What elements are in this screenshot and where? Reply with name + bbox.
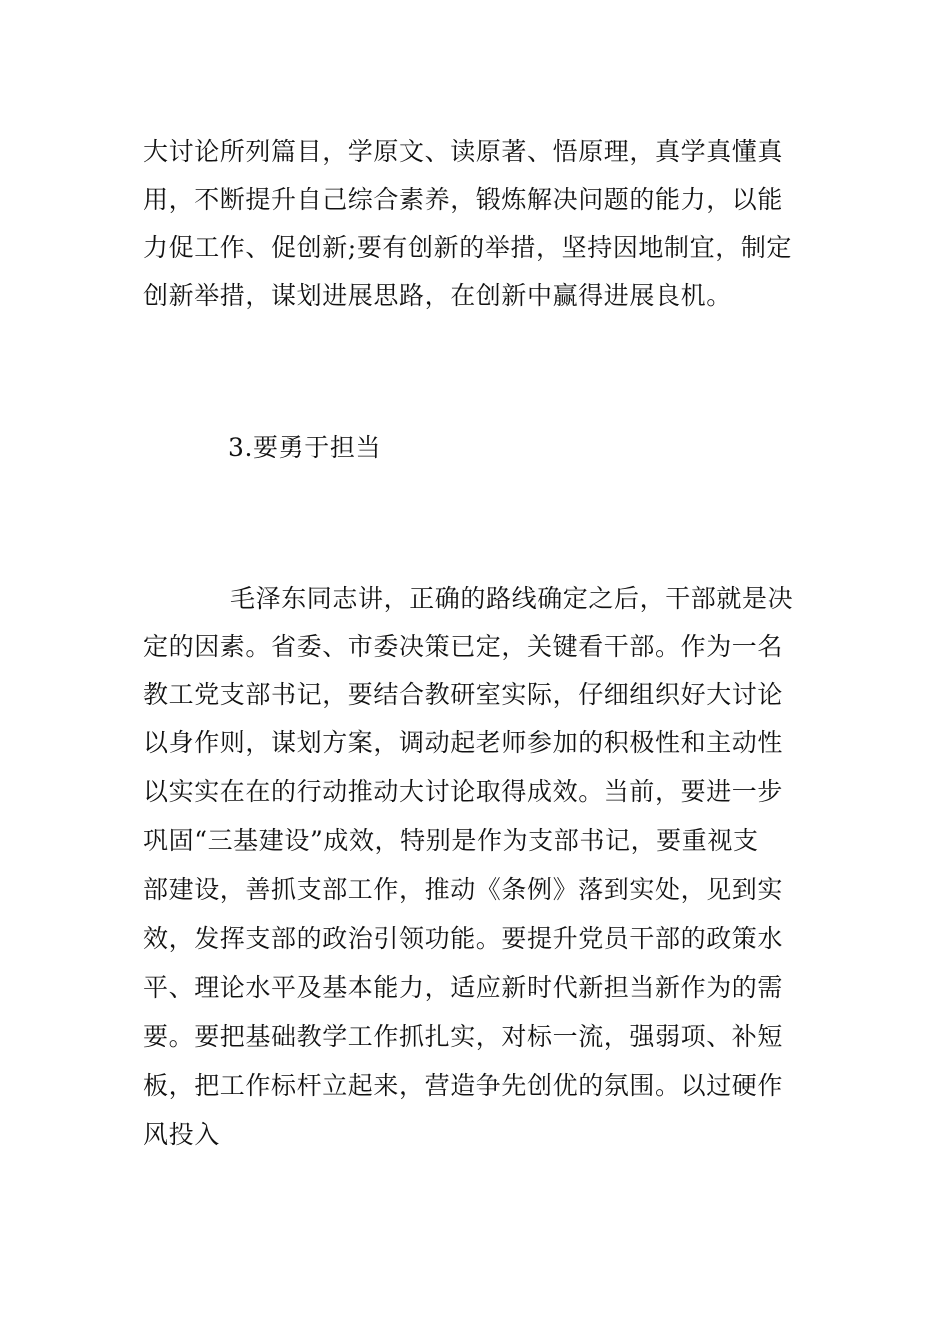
paragraph-1-line-4: 创新举措，谋划进展思路，在创新中赢得进展良机。 bbox=[143, 281, 732, 310]
paragraph-2-line-8: 效，发挥支部的政治引领功能。要提升党员干部的政策水 bbox=[143, 924, 784, 953]
paragraph-1-line-2: 用，不断提升自己综合素养，锻炼解决问题的能力，以能 bbox=[143, 185, 784, 214]
paragraph-2-line-4: 以身作则，谋划方案，调动起老师参加的积极性和主动性 bbox=[143, 728, 784, 757]
paragraph-2-line-6: 巩固“三基建设”成效，特别是作为支部书记，要重视支 bbox=[143, 826, 759, 855]
paragraph-2-line-12: 风投入 bbox=[143, 1120, 220, 1149]
paragraph-2-line-3: 教工党支部书记，要结合教研室实际，仔细组织好大讨论 bbox=[143, 680, 784, 709]
paragraph-1-line-1: 大讨论所列篇目，学原文、读原著、悟原理，真学真懂真 bbox=[143, 137, 784, 166]
section-heading: 3.要勇于担当 bbox=[228, 433, 382, 462]
paragraph-2-line-10: 要。要把基础教学工作抓扎实，对标一流，强弱项、补短 bbox=[143, 1022, 784, 1051]
paragraph-2-line-1: 毛泽东同志讲，正确的路线确定之后，干部就是决 bbox=[230, 584, 794, 613]
paragraph-2-line-9: 平、理论水平及基本能力，适应新时代新担当新作为的需 bbox=[143, 973, 784, 1002]
paragraph-2-line-5: 以实实在在的行动推动大讨论取得成效。当前，要进一步 bbox=[143, 777, 784, 806]
paragraph-2-line-2: 定的因素。省委、市委决策已定，关键看干部。作为一名 bbox=[143, 632, 784, 661]
paragraph-2-line-7: 部建设，善抓支部工作，推动《条例》落到实处，见到实 bbox=[143, 875, 784, 904]
paragraph-2-line-11: 板，把工作标杆立起来，营造争先创优的氛围。以过硬作 bbox=[143, 1071, 784, 1100]
paragraph-1-line-3: 力促工作、促创新;要有创新的举措，坚持因地制宜，制定 bbox=[143, 233, 793, 262]
